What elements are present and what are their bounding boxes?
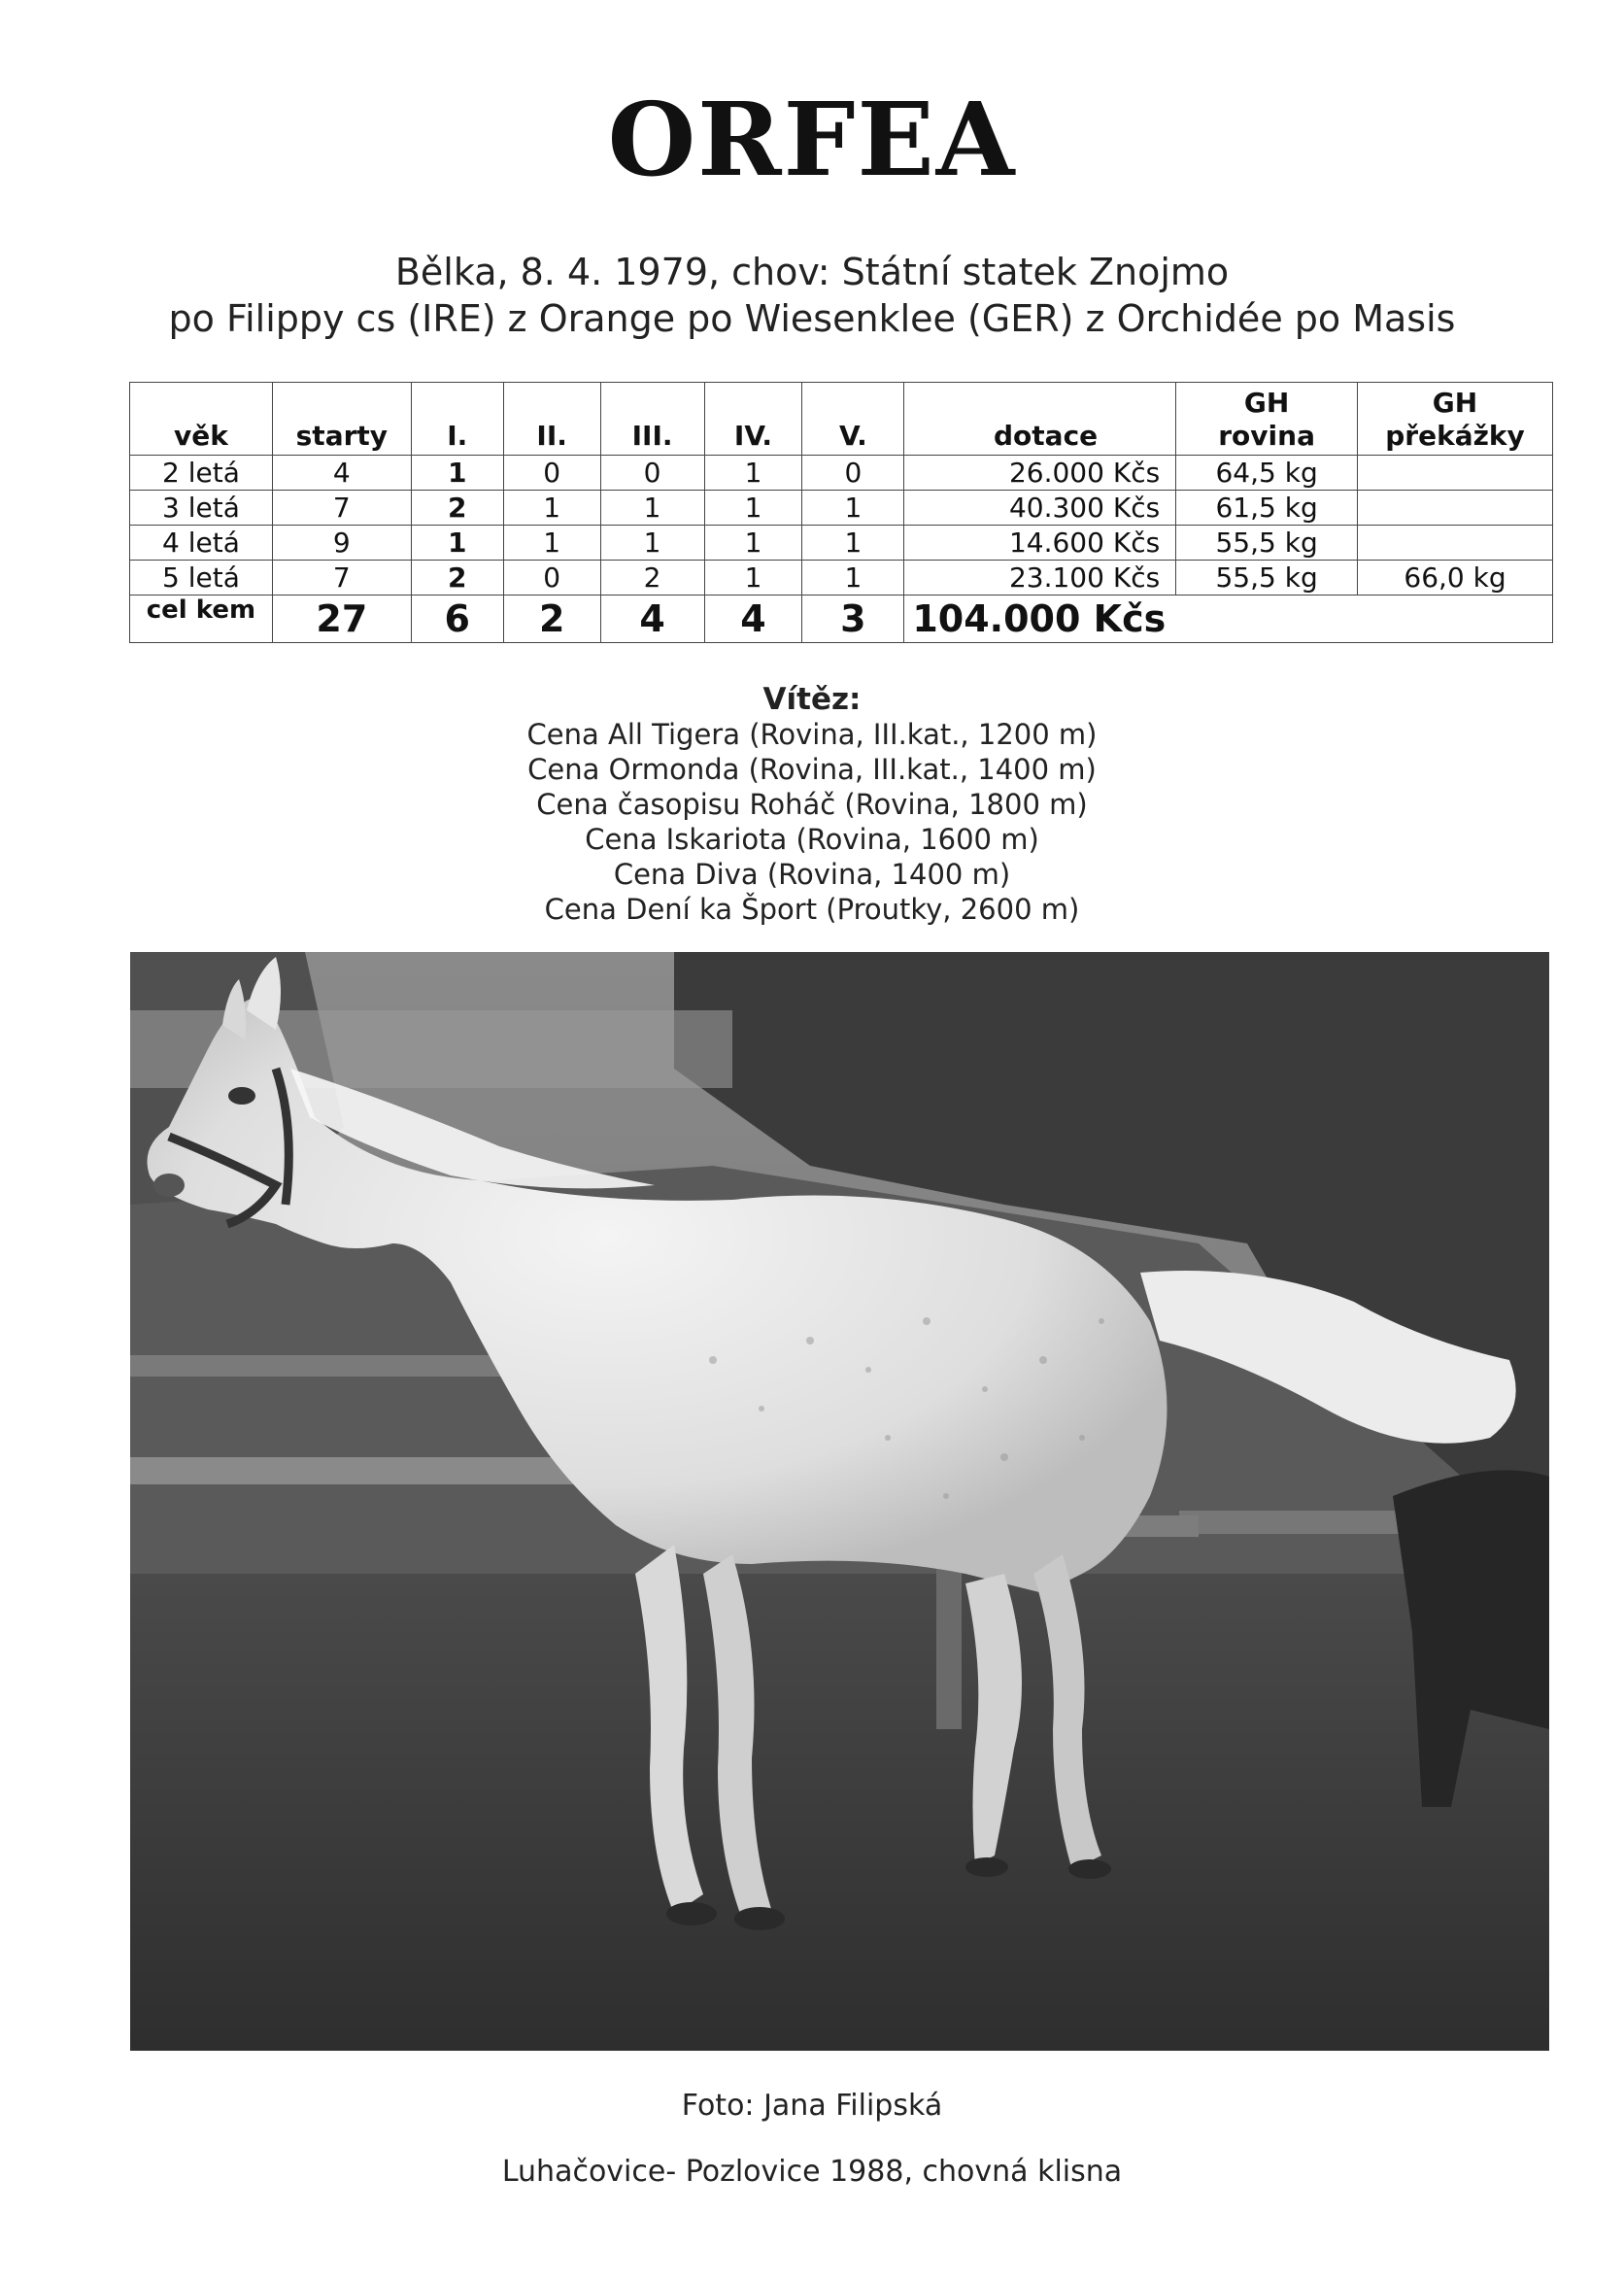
pedigree-line: po Filippy cs (IRE) z Orange po Wiesenklee (GER) z Orchidée po Masis (168, 297, 1456, 340)
cell-age: 5 letá (130, 561, 273, 596)
cell-first: 1 (411, 456, 503, 491)
cell-starts: 9 (272, 526, 411, 561)
cell-third: 1 (600, 491, 704, 526)
cell-gh-jumps (1358, 491, 1553, 526)
cell-prize-money: 23.100 Kčs (904, 561, 1176, 596)
cell-third: 0 (600, 456, 704, 491)
cell-gh-jumps: 66,0 kg (1358, 561, 1553, 596)
cell-total-fourth: 4 (704, 596, 802, 643)
cell-starts: 7 (272, 561, 411, 596)
cell-age: 3 letá (130, 491, 273, 526)
cell-fourth: 1 (704, 456, 802, 491)
cell-age: 2 letá (130, 456, 273, 491)
page-title: ORFEA (607, 80, 1017, 199)
cell-fifth: 1 (802, 491, 904, 526)
cell-third: 1 (600, 526, 704, 561)
cell-prize-money: 40.300 Kčs (904, 491, 1176, 526)
col-header-fourth: IV. (704, 383, 802, 456)
col-header-first: I. (411, 383, 503, 456)
cell-third: 2 (600, 561, 704, 596)
cell-fifth: 1 (802, 526, 904, 561)
cell-fourth: 1 (704, 526, 802, 561)
cell-fifth: 0 (802, 456, 904, 491)
cell-gh-jumps (1358, 456, 1553, 491)
col-header-prize-money: dotace (904, 383, 1176, 456)
cell-gh-jumps (1358, 526, 1553, 561)
winner-item: Cena Dení ka Šport (Proutky, 2600 m) (544, 893, 1080, 926)
cell-second: 1 (503, 526, 600, 561)
winner-item: Cena Ormonda (Rovina, III.kat., 1400 m) (527, 753, 1097, 786)
winners-heading: Vítěz: (762, 682, 862, 717)
cell-second: 1 (503, 491, 600, 526)
cell-total-fifth: 3 (802, 596, 904, 643)
birth-and-breeder-line: Bělka, 8. 4. 1979, chov: Státní statek Znojmo (394, 251, 1230, 293)
table-row (130, 491, 1553, 526)
cell-total-starts: 27 (272, 596, 411, 643)
cell-gh-flat: 55,5 kg (1176, 526, 1358, 561)
winner-item: Cena časopisu Roháč (Rovina, 1800 m) (536, 788, 1088, 821)
table-header-row (130, 383, 1553, 456)
race-record-table (129, 382, 1553, 643)
footer-note: Luhačovice- Pozlovice 1988, chovná klisna (501, 2155, 1123, 2189)
cell-fourth: 1 (704, 561, 802, 596)
col-header-gh-jumps: GH překážky (1358, 383, 1553, 456)
cell-first: 1 (411, 526, 503, 561)
table-row (130, 526, 1553, 561)
cell-second: 0 (503, 456, 600, 491)
col-header-third: III. (600, 383, 704, 456)
cell-total-prize-money: 104.000 Kčs (904, 596, 1553, 643)
cell-starts: 7 (272, 491, 411, 526)
winner-item: Cena Diva (Rovina, 1400 m) (613, 858, 1011, 891)
white-horse-photo (130, 952, 1549, 2051)
col-header-fifth: V. (802, 383, 904, 456)
cell-gh-flat: 64,5 kg (1176, 456, 1358, 491)
cell-gh-flat: 61,5 kg (1176, 491, 1358, 526)
cell-total-third: 4 (600, 596, 704, 643)
winners-section (0, 682, 1624, 927)
cell-age: 4 letá (130, 526, 273, 561)
cell-prize-money: 14.600 Kčs (904, 526, 1176, 561)
table-row (130, 456, 1553, 491)
cell-gh-flat: 55,5 kg (1176, 561, 1358, 596)
cell-prize-money: 26.000 Kčs (904, 456, 1176, 491)
table-row (130, 561, 1553, 596)
cell-fifth: 1 (802, 561, 904, 596)
cell-second: 0 (503, 561, 600, 596)
col-header-starts: starty (272, 383, 411, 456)
cell-starts: 4 (272, 456, 411, 491)
winner-item: Cena All Tigera (Rovina, III.kat., 1200 m) (526, 718, 1098, 751)
cell-total-first: 6 (411, 596, 503, 643)
cell-first: 2 (411, 491, 503, 526)
cell-fourth: 1 (704, 491, 802, 526)
col-header-age: věk (130, 383, 273, 456)
cell-first: 2 (411, 561, 503, 596)
col-header-gh-flat: GH rovina (1176, 383, 1358, 456)
cell-total-second: 2 (503, 596, 600, 643)
col-header-second: II. (503, 383, 600, 456)
photo-credit: Foto: Jana Filipská (681, 2089, 943, 2123)
winner-item: Cena Iskariota (Rovina, 1600 m) (585, 823, 1039, 856)
cell-total-label: cel kem (130, 596, 273, 643)
table-total-row (130, 596, 1553, 643)
